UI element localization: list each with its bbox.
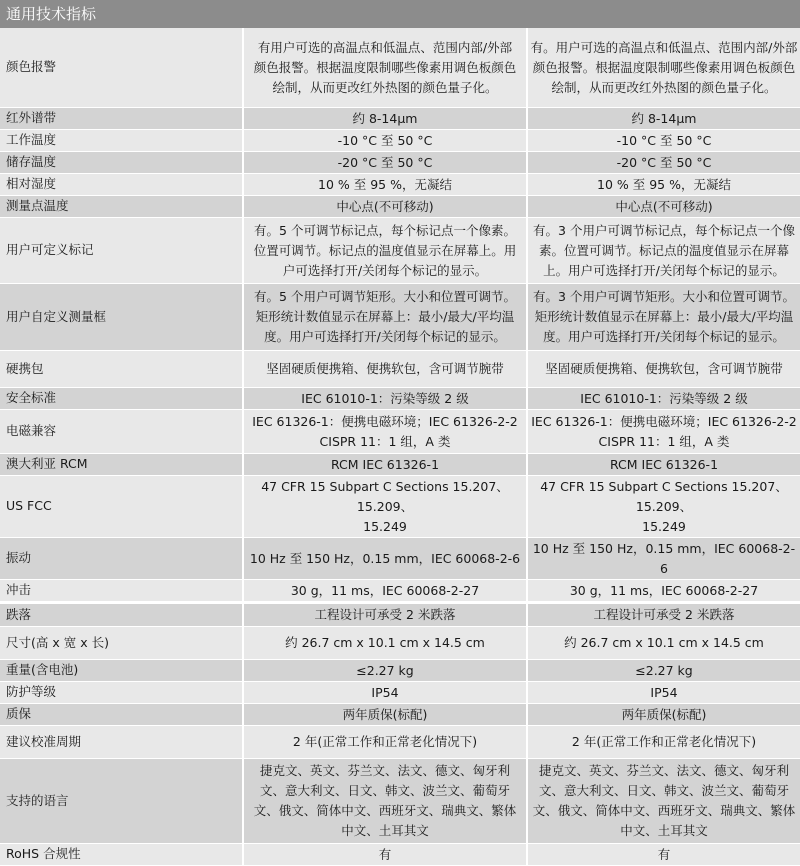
spec-value-line: 30 g，11 ms，IEC 60068-2-27 bbox=[569, 582, 759, 598]
spec-label: 相对湿度 bbox=[0, 173, 243, 195]
table-row bbox=[0, 604, 800, 626]
table-row bbox=[0, 217, 800, 283]
spec-value-model-2 bbox=[527, 659, 800, 681]
spec-value-line: 坚固硬质便携箱、便携软包，含可调节腕带 bbox=[545, 361, 783, 376]
spec-value-model-2 bbox=[527, 537, 800, 579]
spec-value-line: CISPR 11：1 组，A 类 bbox=[319, 433, 451, 449]
spec-value-line: IEC 61010-1：污染等级 2 级 bbox=[580, 390, 748, 406]
spec-value-line: ≤2.27 kg bbox=[356, 662, 414, 678]
spec-value-model-2 bbox=[527, 604, 800, 626]
table-row bbox=[0, 537, 800, 579]
spec-value-line: 47 CFR 15 Subpart C Sections 15.207、 bbox=[261, 478, 509, 494]
spec-label: 测量点温度 bbox=[0, 195, 243, 217]
spec-value-line: -10 °C 至 50 °C bbox=[616, 132, 712, 148]
table-row bbox=[0, 758, 800, 843]
table-row bbox=[0, 129, 800, 151]
spec-value-model-2 bbox=[527, 387, 800, 409]
spec-value-model-1 bbox=[243, 28, 527, 107]
spec-value-model-1 bbox=[243, 703, 527, 725]
spec-label: 用户可定义标记 bbox=[0, 217, 243, 283]
spec-value-line: 捷克文、英文、芬兰文、法文、德文、匈牙利 bbox=[259, 763, 510, 778]
spec-value-line: 2 年(正常工作和正常老化情况下) bbox=[571, 734, 757, 749]
spec-label: 工作温度 bbox=[0, 129, 243, 151]
spec-value-line: 约 8-14μm bbox=[352, 110, 418, 126]
spec-value-line: -20 °C 至 50 °C bbox=[337, 154, 433, 170]
spec-label: US FCC bbox=[0, 475, 243, 537]
table-row bbox=[0, 409, 800, 453]
spec-value-model-2 bbox=[527, 703, 800, 725]
spec-value-line: IEC 61326-1：便携电磁环境；IEC 61326-2-2 bbox=[531, 413, 797, 429]
spec-value-line: 文、俄文、简体中文、西班牙文、瑞典文、繁体 bbox=[253, 803, 517, 818]
table-row bbox=[0, 28, 800, 107]
spec-value-line: 中文、土耳其文 bbox=[341, 823, 429, 838]
spec-value-model-2 bbox=[527, 195, 800, 217]
spec-value-line: IEC 61326-1：便携电磁环境；IEC 61326-2-2 bbox=[252, 413, 518, 429]
spec-value-model-2 bbox=[527, 151, 800, 173]
spec-value-line: 15.249 bbox=[642, 518, 686, 534]
spec-value-model-1 bbox=[243, 725, 527, 758]
spec-label: 电磁兼容 bbox=[0, 409, 243, 453]
spec-value-model-2 bbox=[527, 28, 800, 107]
spec-value-line: 有 bbox=[657, 846, 671, 862]
spec-value-line: 两年质保(标配) bbox=[342, 706, 428, 722]
spec-value-line: 有 bbox=[378, 846, 392, 862]
table-row bbox=[0, 725, 800, 758]
spec-value-model-2 bbox=[527, 843, 800, 865]
spec-value-line: 颜色报警。根据温度限制哪些像素用调色板颜色 bbox=[532, 59, 796, 75]
spec-value-line: 有。5 个可调节标记点，每个标记点一个像素。 bbox=[254, 222, 516, 238]
spec-value-model-1 bbox=[243, 409, 527, 453]
spec-value-line: 度。用户可选择打开/关闭每个标记的显示。 bbox=[543, 329, 785, 344]
section-title: 通用技术指标 bbox=[0, 0, 800, 28]
spec-value-line: 文、意大利文、日文、韩文、波兰文、葡萄牙 bbox=[259, 783, 510, 798]
spec-value-line: 30 g，11 ms，IEC 60068-2-27 bbox=[290, 582, 480, 598]
spec-value-line: 15.209、 bbox=[356, 498, 414, 514]
spec-value-line: 中文、土耳其文 bbox=[620, 823, 708, 838]
spec-value-model-1 bbox=[243, 626, 527, 659]
spec-value-model-2 bbox=[527, 475, 800, 537]
spec-value-model-2 bbox=[527, 758, 800, 843]
spec-value-line: 颜色报警。根据温度限制哪些像素用调色板颜色 bbox=[253, 59, 517, 75]
table-row bbox=[0, 107, 800, 129]
spec-value-model-1 bbox=[243, 659, 527, 681]
table-row bbox=[0, 843, 800, 865]
spec-value-line: 10 Hz 至 150 Hz，0.15 mm，IEC 60068-2-6 bbox=[532, 540, 796, 576]
spec-value-line: 约 8-14μm bbox=[631, 110, 697, 126]
spec-value-model-1 bbox=[243, 387, 527, 409]
spec-value-model-2 bbox=[527, 173, 800, 195]
table-row bbox=[0, 659, 800, 681]
spec-value-line: IP54 bbox=[650, 684, 678, 700]
spec-value-line: RCM IEC 61326-1 bbox=[609, 456, 719, 472]
spec-value-line: 矩形统计数值显示在屏幕上：最小/最大/平均温 bbox=[255, 309, 515, 324]
spec-value-model-1 bbox=[243, 475, 527, 537]
spec-label: 红外谱带 bbox=[0, 107, 243, 129]
spec-value-line: 中心点(不可移动) bbox=[615, 198, 713, 214]
table-row bbox=[0, 151, 800, 173]
spec-value-model-1 bbox=[243, 604, 527, 626]
spec-value-model-1 bbox=[243, 173, 527, 195]
spec-label: 储存温度 bbox=[0, 151, 243, 173]
spec-value-line: 上。用户可选择打开/关闭每个标记的显示。 bbox=[543, 262, 785, 278]
table-row bbox=[0, 703, 800, 725]
spec-label: 质保 bbox=[0, 703, 243, 725]
spec-value-model-1 bbox=[243, 350, 527, 387]
spec-value-model-1 bbox=[243, 195, 527, 217]
spec-table bbox=[0, 28, 800, 866]
table-row bbox=[0, 626, 800, 659]
spec-value-line: 坚固硬质便携箱、便携软包，含可调节腕带 bbox=[266, 361, 504, 376]
spec-value-line: CISPR 11：1 组，A 类 bbox=[598, 433, 730, 449]
spec-value-model-1 bbox=[243, 151, 527, 173]
spec-value-model-1 bbox=[243, 129, 527, 151]
spec-label: 安全标准 bbox=[0, 387, 243, 409]
spec-value-line: 素。位置可调节。标记点的温度值显示在屏幕 bbox=[538, 242, 789, 258]
table-row bbox=[0, 283, 800, 350]
spec-value-line: 15.209、 bbox=[635, 498, 693, 514]
spec-value-line: ≤2.27 kg bbox=[635, 662, 693, 678]
spec-value-line: 有。5 个用户可调节矩形。大小和位置可调节。 bbox=[254, 289, 516, 304]
spec-value-line: 10 % 至 95 %，无凝结 bbox=[597, 176, 731, 192]
spec-label: 澳大利亚 RCM bbox=[0, 453, 243, 475]
table-row bbox=[0, 195, 800, 217]
table-row bbox=[0, 350, 800, 387]
spec-value-line: 文、俄文、简体中文、西班牙文、瑞典文、繁体 bbox=[532, 803, 796, 818]
table-row bbox=[0, 387, 800, 409]
spec-value-line: 有。3 个用户可调节矩形。大小和位置可调节。 bbox=[533, 289, 795, 304]
spec-value-line: 约 26.7 cm x 10.1 cm x 14.5 cm bbox=[285, 635, 485, 650]
spec-value-line: 15.249 bbox=[363, 518, 407, 534]
spec-value-model-1 bbox=[243, 843, 527, 865]
spec-value-line: RCM IEC 61326-1 bbox=[330, 456, 440, 472]
spec-value-model-1 bbox=[243, 681, 527, 703]
table-row bbox=[0, 681, 800, 703]
spec-value-model-2 bbox=[527, 217, 800, 283]
spec-value-model-1 bbox=[243, 453, 527, 475]
spec-value-line: 绘制，从而更改红外热图的颜色量子化。 bbox=[272, 79, 498, 95]
spec-value-line: 中心点(不可移动) bbox=[336, 198, 434, 214]
spec-value-model-2 bbox=[527, 350, 800, 387]
spec-label: 颜色报警 bbox=[0, 28, 243, 107]
spec-value-line: 有用户可选的高温点和低温点、范围内部/外部 bbox=[257, 39, 513, 55]
spec-value-model-2 bbox=[527, 283, 800, 350]
spec-value-line: 文、意大利文、日文、韩文、波兰文、葡萄牙 bbox=[538, 783, 789, 798]
spec-label: RoHS 合规性 bbox=[0, 843, 243, 865]
table-row bbox=[0, 173, 800, 195]
spec-value-model-2 bbox=[527, 107, 800, 129]
spec-value-line: 2 年(正常工作和正常老化情况下) bbox=[292, 734, 478, 749]
spec-value-line: 工程设计可承受 2 米跌落 bbox=[593, 607, 735, 623]
table-row bbox=[0, 475, 800, 537]
spec-value-model-1 bbox=[243, 758, 527, 843]
spec-label: 跌落 bbox=[0, 604, 243, 626]
spec-value-model-2 bbox=[527, 409, 800, 453]
spec-value-model-1 bbox=[243, 537, 527, 579]
spec-label: 重量(含电池) bbox=[0, 659, 243, 681]
spec-value-line: 47 CFR 15 Subpart C Sections 15.207、 bbox=[540, 478, 788, 494]
spec-value-model-2 bbox=[527, 579, 800, 601]
spec-value-line: 约 26.7 cm x 10.1 cm x 14.5 cm bbox=[564, 635, 764, 650]
spec-value-line: 矩形统计数值显示在屏幕上：最小/最大/平均温 bbox=[534, 309, 794, 324]
spec-label: 建议校准周期 bbox=[0, 725, 243, 758]
spec-label: 振动 bbox=[0, 537, 243, 579]
spec-value-line: 两年质保(标配) bbox=[621, 706, 707, 722]
spec-label: 硬携包 bbox=[0, 350, 243, 387]
spec-value-line: 户可选择打开/关闭每个标记的显示。 bbox=[282, 262, 488, 278]
spec-value-model-2 bbox=[527, 129, 800, 151]
spec-label: 冲击 bbox=[0, 579, 243, 601]
spec-value-line: IP54 bbox=[371, 684, 399, 700]
spec-value-line: -20 °C 至 50 °C bbox=[616, 154, 712, 170]
spec-value-model-1 bbox=[243, 283, 527, 350]
spec-value-model-2 bbox=[527, 725, 800, 758]
spec-label: 防护等级 bbox=[0, 681, 243, 703]
table-row bbox=[0, 579, 800, 601]
spec-value-line: 10 % 至 95 %，无凝结 bbox=[318, 176, 452, 192]
spec-value-model-2 bbox=[527, 626, 800, 659]
spec-label: 尺寸(高 x 宽 x 长) bbox=[0, 626, 243, 659]
spec-label: 用户自定义测量框 bbox=[0, 283, 243, 350]
spec-value-line: -10 °C 至 50 °C bbox=[337, 132, 433, 148]
spec-value-line: 有。用户可选的高温点和低温点、范围内部/外部 bbox=[530, 39, 798, 55]
table-row bbox=[0, 453, 800, 475]
spec-value-line: 绘制，从而更改红外热图的颜色量子化。 bbox=[551, 79, 777, 95]
spec-value-line: 捷克文、英文、芬兰文、法文、德文、匈牙利 bbox=[538, 763, 789, 778]
spec-value-line: 位置可调节。标记点的温度值显示在屏幕上。用 bbox=[253, 242, 517, 258]
spec-value-line: IEC 61010-1：污染等级 2 级 bbox=[301, 390, 469, 406]
spec-value-line: 工程设计可承受 2 米跌落 bbox=[314, 607, 456, 623]
spec-value-model-2 bbox=[527, 681, 800, 703]
spec-value-line: 有。3 个用户可调节标记点，每个标记点一个像 bbox=[533, 222, 795, 238]
spec-label: 支持的语言 bbox=[0, 758, 243, 843]
spec-value-model-1 bbox=[243, 107, 527, 129]
spec-value-model-1 bbox=[243, 217, 527, 283]
spec-value-line: 10 Hz 至 150 Hz，0.15 mm，IEC 60068-2-6 bbox=[249, 550, 521, 566]
spec-value-line: 度。用户可选择打开/关闭每个标记的显示。 bbox=[264, 329, 506, 344]
spec-value-model-1 bbox=[243, 579, 527, 601]
spec-value-model-2 bbox=[527, 453, 800, 475]
